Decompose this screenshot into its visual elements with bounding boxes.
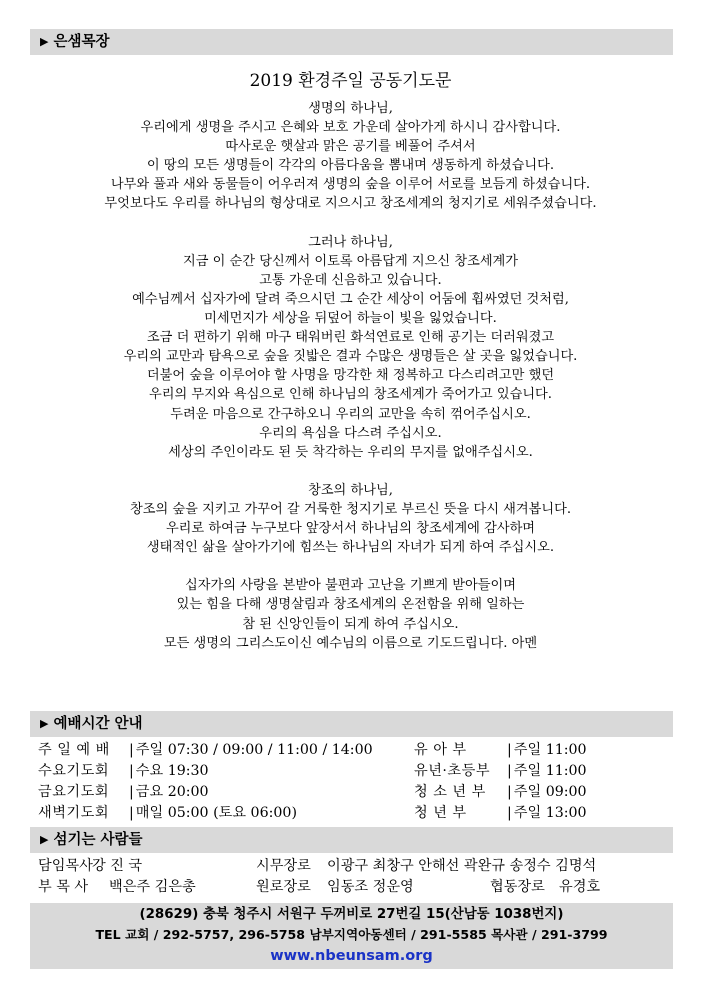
service-name: 주 일 예 배 — [38, 742, 110, 758]
service-name: 새벽기도회 — [38, 805, 110, 821]
service-time: 금요 20:00 — [135, 784, 209, 800]
staff-role: 협동장로 — [490, 879, 545, 895]
prayer-line: 창조의 숲을 지키고 가꾸어 갈 거룩한 청지기로 부르신 뜻을 다시 새겨봅니다. — [129, 501, 572, 517]
prayer-title: 2019 환경주일 공동기도문 — [249, 71, 452, 91]
prayer-line: 고통 가운데 신음하고 있습니다. — [259, 272, 442, 288]
prayer-line: 있는 힘을 다해 생명살림과 창조세계의 온전함을 위해 일하는 — [176, 597, 525, 613]
staff-role: 부 목 사 — [38, 879, 89, 895]
church-address: (28629) 충북 청주시 서원구 두꺼비로 27번길 15(산남동 1038번지) — [139, 907, 564, 922]
prayer-line: 예수님께서 십자가에 달려 죽으시던 그 순간 세상이 어둠에 휩싸였던 것처럼, — [132, 291, 569, 307]
staff-role: 시무장로 — [256, 858, 311, 874]
prayer-line: 세상의 주인이라도 된 듯 착각하는 우리의 무지를 없애주십시오. — [168, 444, 533, 460]
staff-row — [38, 856, 668, 878]
service-time: 수요 19:30 — [135, 763, 209, 779]
staff-row — [38, 877, 668, 899]
triangle-right-icon: ▶ — [40, 833, 49, 846]
prayer-line: 생명의 하나님, — [308, 101, 393, 116]
department-row: 유년·초등부 | 주일 11:00 — [414, 763, 587, 779]
section-title: 섬기는 사람들 — [53, 832, 143, 848]
triangle-right-icon: ▶ — [40, 717, 49, 730]
staff-names: 유경호 — [559, 879, 601, 895]
prayer-line: 참 된 신앙인들이 되게 하여 주십시오. — [242, 616, 459, 632]
prayer-body — [0, 99, 701, 653]
prayer-line: 이 땅의 모든 생명들이 각각의 아름다움을 뽐내며 생동하게 하셨습니다. — [146, 158, 555, 174]
prayer-stanza — [0, 576, 701, 652]
prayer-stanza — [0, 481, 701, 557]
service-time: 주일 07:30 / 09:00 / 11:00 / 14:00 — [135, 742, 373, 758]
prayer-line: 우리의 무지와 욕심으로 인해 하나님의 창조세계가 죽어가고 있습니다. — [149, 387, 552, 403]
staff-role: 담임목사 — [38, 858, 93, 874]
prayer-line: 무엇보다도 우리를 하나님의 형상대로 지으시고 창조세계의 청지기로 세워주셨습니다. — [104, 196, 597, 212]
prayer-line: 그러나 하나님, — [308, 234, 393, 250]
prayer-line: 생태적인 삶을 살아가기에 힘쓰는 하나님의 자녀가 되게 하여 주십시오. — [146, 540, 555, 556]
department-time: 주일 09:00 — [513, 784, 587, 800]
church-phone: TEL 교회 / 292-5757, 296-5758 남부지역아동센터 / 291-5585 목사관 / 291-3799 — [95, 927, 608, 942]
church-footer — [30, 903, 673, 969]
staff-role: 원로장로 — [256, 879, 311, 895]
department-time: 주일 11:00 — [513, 742, 587, 758]
prayer-line: 더불어 숲을 이루어야 할 사명을 망각한 채 정복하고 다스리려고만 했던 — [146, 368, 555, 384]
prayer-line: 우리의 욕심을 다스려 주십시오. — [259, 425, 442, 441]
prayer-line: 따사로운 햇살과 맑은 공기를 베풀어 주셔서 — [225, 139, 476, 155]
service-row: 새벽기도회 | 매일 05:00 (토요 06:00) — [38, 805, 297, 821]
prayer-stanza — [0, 233, 701, 462]
section-header-pasture — [30, 29, 673, 55]
section-title: 은샘목장 — [53, 34, 110, 50]
department-name: 청 년 부 — [414, 805, 467, 821]
staff-names: 백은주 김은총 — [109, 879, 196, 895]
prayer-line: 우리의 교만과 탐욕으로 숲을 짓밟은 결과 수많은 생명들은 살 곳을 잃었습니다. — [123, 349, 578, 365]
department-name: 청 소 년 부 — [414, 784, 486, 800]
prayer-line: 우리에게 생명을 주시고 은혜와 보호 가운데 살아가게 하시니 감사합니다. — [140, 120, 561, 136]
prayer-line: 지금 이 순간 당신께서 이토록 아름답게 지으신 창조세계가 — [182, 253, 519, 269]
department-time: 주일 11:00 — [513, 763, 587, 779]
prayer-line: 미세먼지가 세상을 뒤덮어 하늘이 빛을 잃었습니다. — [204, 311, 497, 327]
prayer-line: 창조의 하나님, — [308, 482, 393, 498]
triangle-right-icon: ▶ — [40, 35, 49, 48]
section-header-servants — [30, 827, 673, 853]
department-time: 주일 13:00 — [513, 805, 587, 821]
prayer-line: 모든 생명의 그리스도이신 예수님의 이름으로 기도드립니다. 아멘 — [163, 635, 538, 651]
staff-names: 이광구 최창구 안해선 곽완규 송정수 김명석 — [327, 858, 597, 874]
prayer-line: 나무와 풀과 새와 동물들이 어우러져 생명의 숲을 이루어 서로를 보듬게 하셨습니다. — [110, 177, 591, 193]
staff-names: 강 진 국 — [92, 858, 143, 874]
service-time: 매일 05:00 (토요 06:00) — [135, 805, 297, 821]
service-row: 수요기도회 | 수요 19:30 — [38, 763, 209, 779]
department-row: 청 년 부 | 주일 13:00 — [414, 805, 587, 821]
staff-names: 임동조 정운영 — [327, 879, 414, 895]
department-name: 유년·초등부 — [414, 763, 491, 779]
service-name: 금요기도회 — [38, 784, 110, 800]
service-row: 주 일 예 배 | 주일 07:30 / 09:00 / 11:00 / 14:00 — [38, 742, 373, 758]
service-row: 금요기도회 | 금요 20:00 — [38, 784, 209, 800]
church-website-link[interactable]: www.nbeunsam.org — [270, 948, 433, 964]
department-row: 유 아 부 | 주일 11:00 — [414, 742, 587, 758]
prayer-line: 우리로 하여금 누구보다 앞장서서 하나님의 창조세계에 감사하며 — [165, 521, 536, 537]
prayer-line: 두려운 마음으로 간구하오니 우리의 교만을 속히 꺾어주십시오. — [170, 406, 531, 422]
prayer-line: 십자가의 사랑을 본받아 불편과 고난을 기쁘게 받아들이며 — [185, 578, 516, 594]
service-name: 수요기도회 — [38, 763, 110, 779]
section-title: 예배시간 안내 — [53, 716, 143, 732]
department-row: 청 소 년 부 | 주일 09:00 — [414, 784, 587, 800]
department-name: 유 아 부 — [414, 742, 467, 758]
prayer-line: 조금 더 편하기 위해 마구 태워버린 화석연료로 인해 공기는 더러워졌고 — [146, 330, 555, 346]
section-header-worship-times — [30, 711, 673, 737]
prayer-stanza — [0, 99, 701, 214]
